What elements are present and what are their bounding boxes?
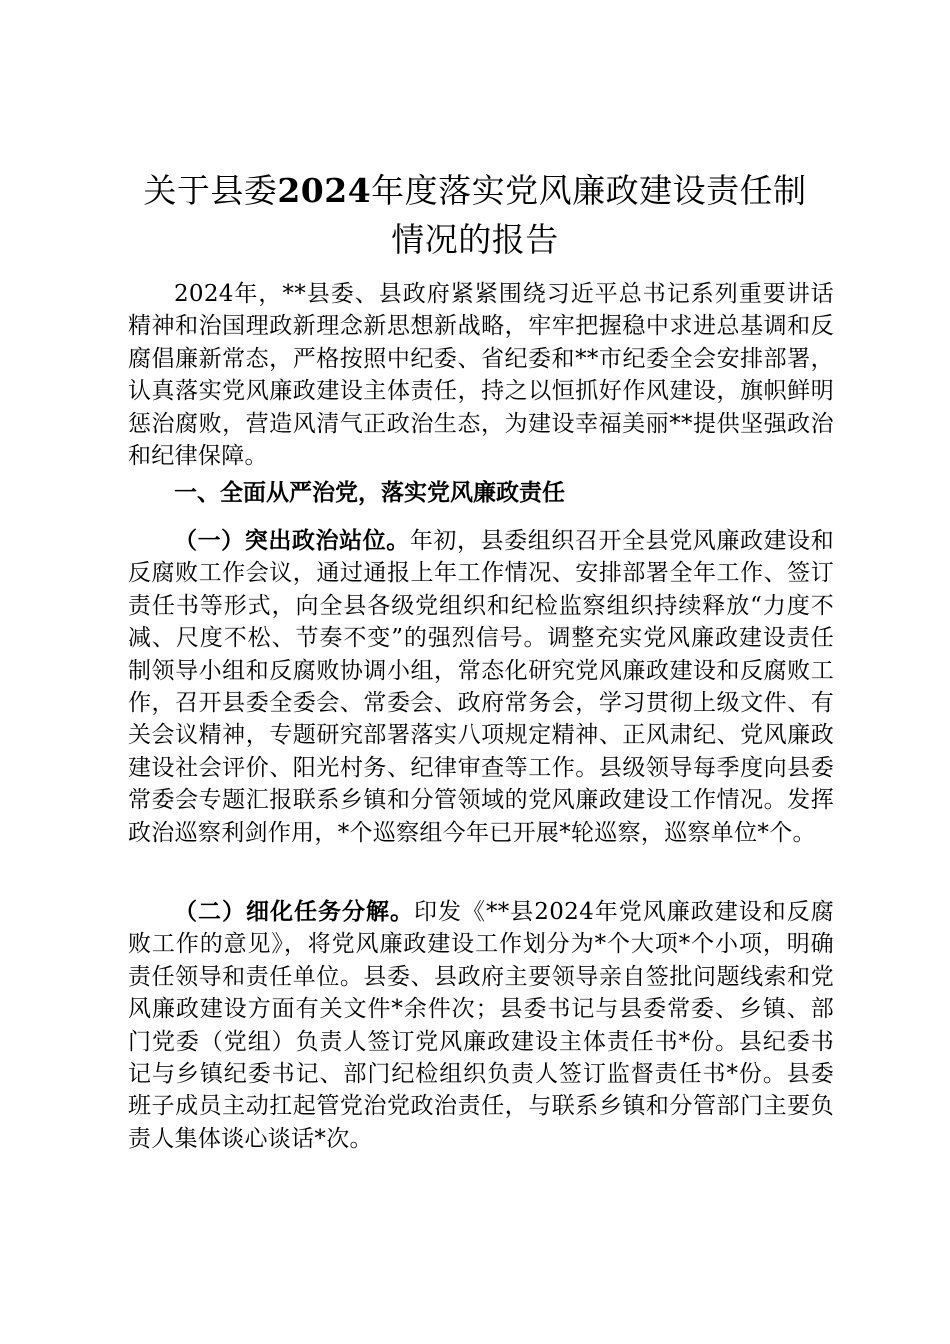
- title-suffix: 年度落实党风廉政建设责任制: [371, 171, 807, 210]
- title-year: 2024: [277, 171, 372, 210]
- document-title-line-2: 情况的报告: [391, 220, 559, 259]
- title-prefix: 关于县委: [143, 171, 278, 210]
- item-2-lead: （二）细化任务分解。: [174, 899, 414, 925]
- item-1-text: 年初，县委组织召开全县党风廉政建设和反腐败工作会议，通过通报上年工作情况、安排部署全年工作、签订责任书等形式，向全县各级党组织和纪检监察组织持续释放“力度不减、尺度不松、节奏不变”的强烈信号。调整充实党风廉政建设责任制领导小组和反腐败协调小组，常态化研究党风廉政建设和反腐败工作，召开县委全委会、常委会、政府常务会，学习贯彻上级文件、有关会议精神，专题研究部署落实八项规定精神、正风肃纪、党风廉政建设社会评价、阳光村务、纪律审查等工作。县级领导每季度向县委常委会专题汇报联系乡镇和分管领域的党风廉政建设工作情况。发挥政治巡察利剑作用，*个巡察组今年已开展*轮巡察，巡察单位*个。: [128, 528, 834, 846]
- item-paragraph-1: [128, 525, 834, 849]
- item-paragraph-2: [128, 896, 834, 1155]
- item-1-lead: （一）突出政治站位。: [174, 528, 410, 554]
- document-title-line-1: [120, 170, 830, 212]
- section-heading-1: 一、全面从严治党，落实党风廉政责任: [174, 480, 565, 506]
- item-2-text: 印发《**县2024年党风廉政建设和反腐败工作的意见》，将党风廉政建设工作划分为*个大项*个小项，明确责任领导和责任单位。县委、县政府主要领导亲自签批问题线索和党风廉政建设方面有关文件*余件次；县委书记与县委常委、乡镇、部门党委（党组）负责人签订党风廉政建设主体责任书*份。县纪委书记与乡镇纪委书记、部门纪检组织负责人签订监督责任书*份。县委班子成员主动扛起管党治党政治责任，与联系乡镇和分管部门主要负责人集体谈心谈话*次。: [128, 899, 834, 1152]
- intro-paragraph: 2024年，**县委、县政府紧紧围绕习近平总书记系列重要讲话精神和治国理政新理念新思想新战略，牢牢把握稳中求进总基调和反腐倡廉新常态，严格按照中纪委、省纪委和**市纪委全会安排部署，认真落实党风廉政建设主体责任，持之以恒抓好作风建设，旗帜鲜明惩治腐败，营造风清气正政治生态，为建设幸福美丽**提供坚强政治和纪律保障。: [128, 281, 834, 470]
